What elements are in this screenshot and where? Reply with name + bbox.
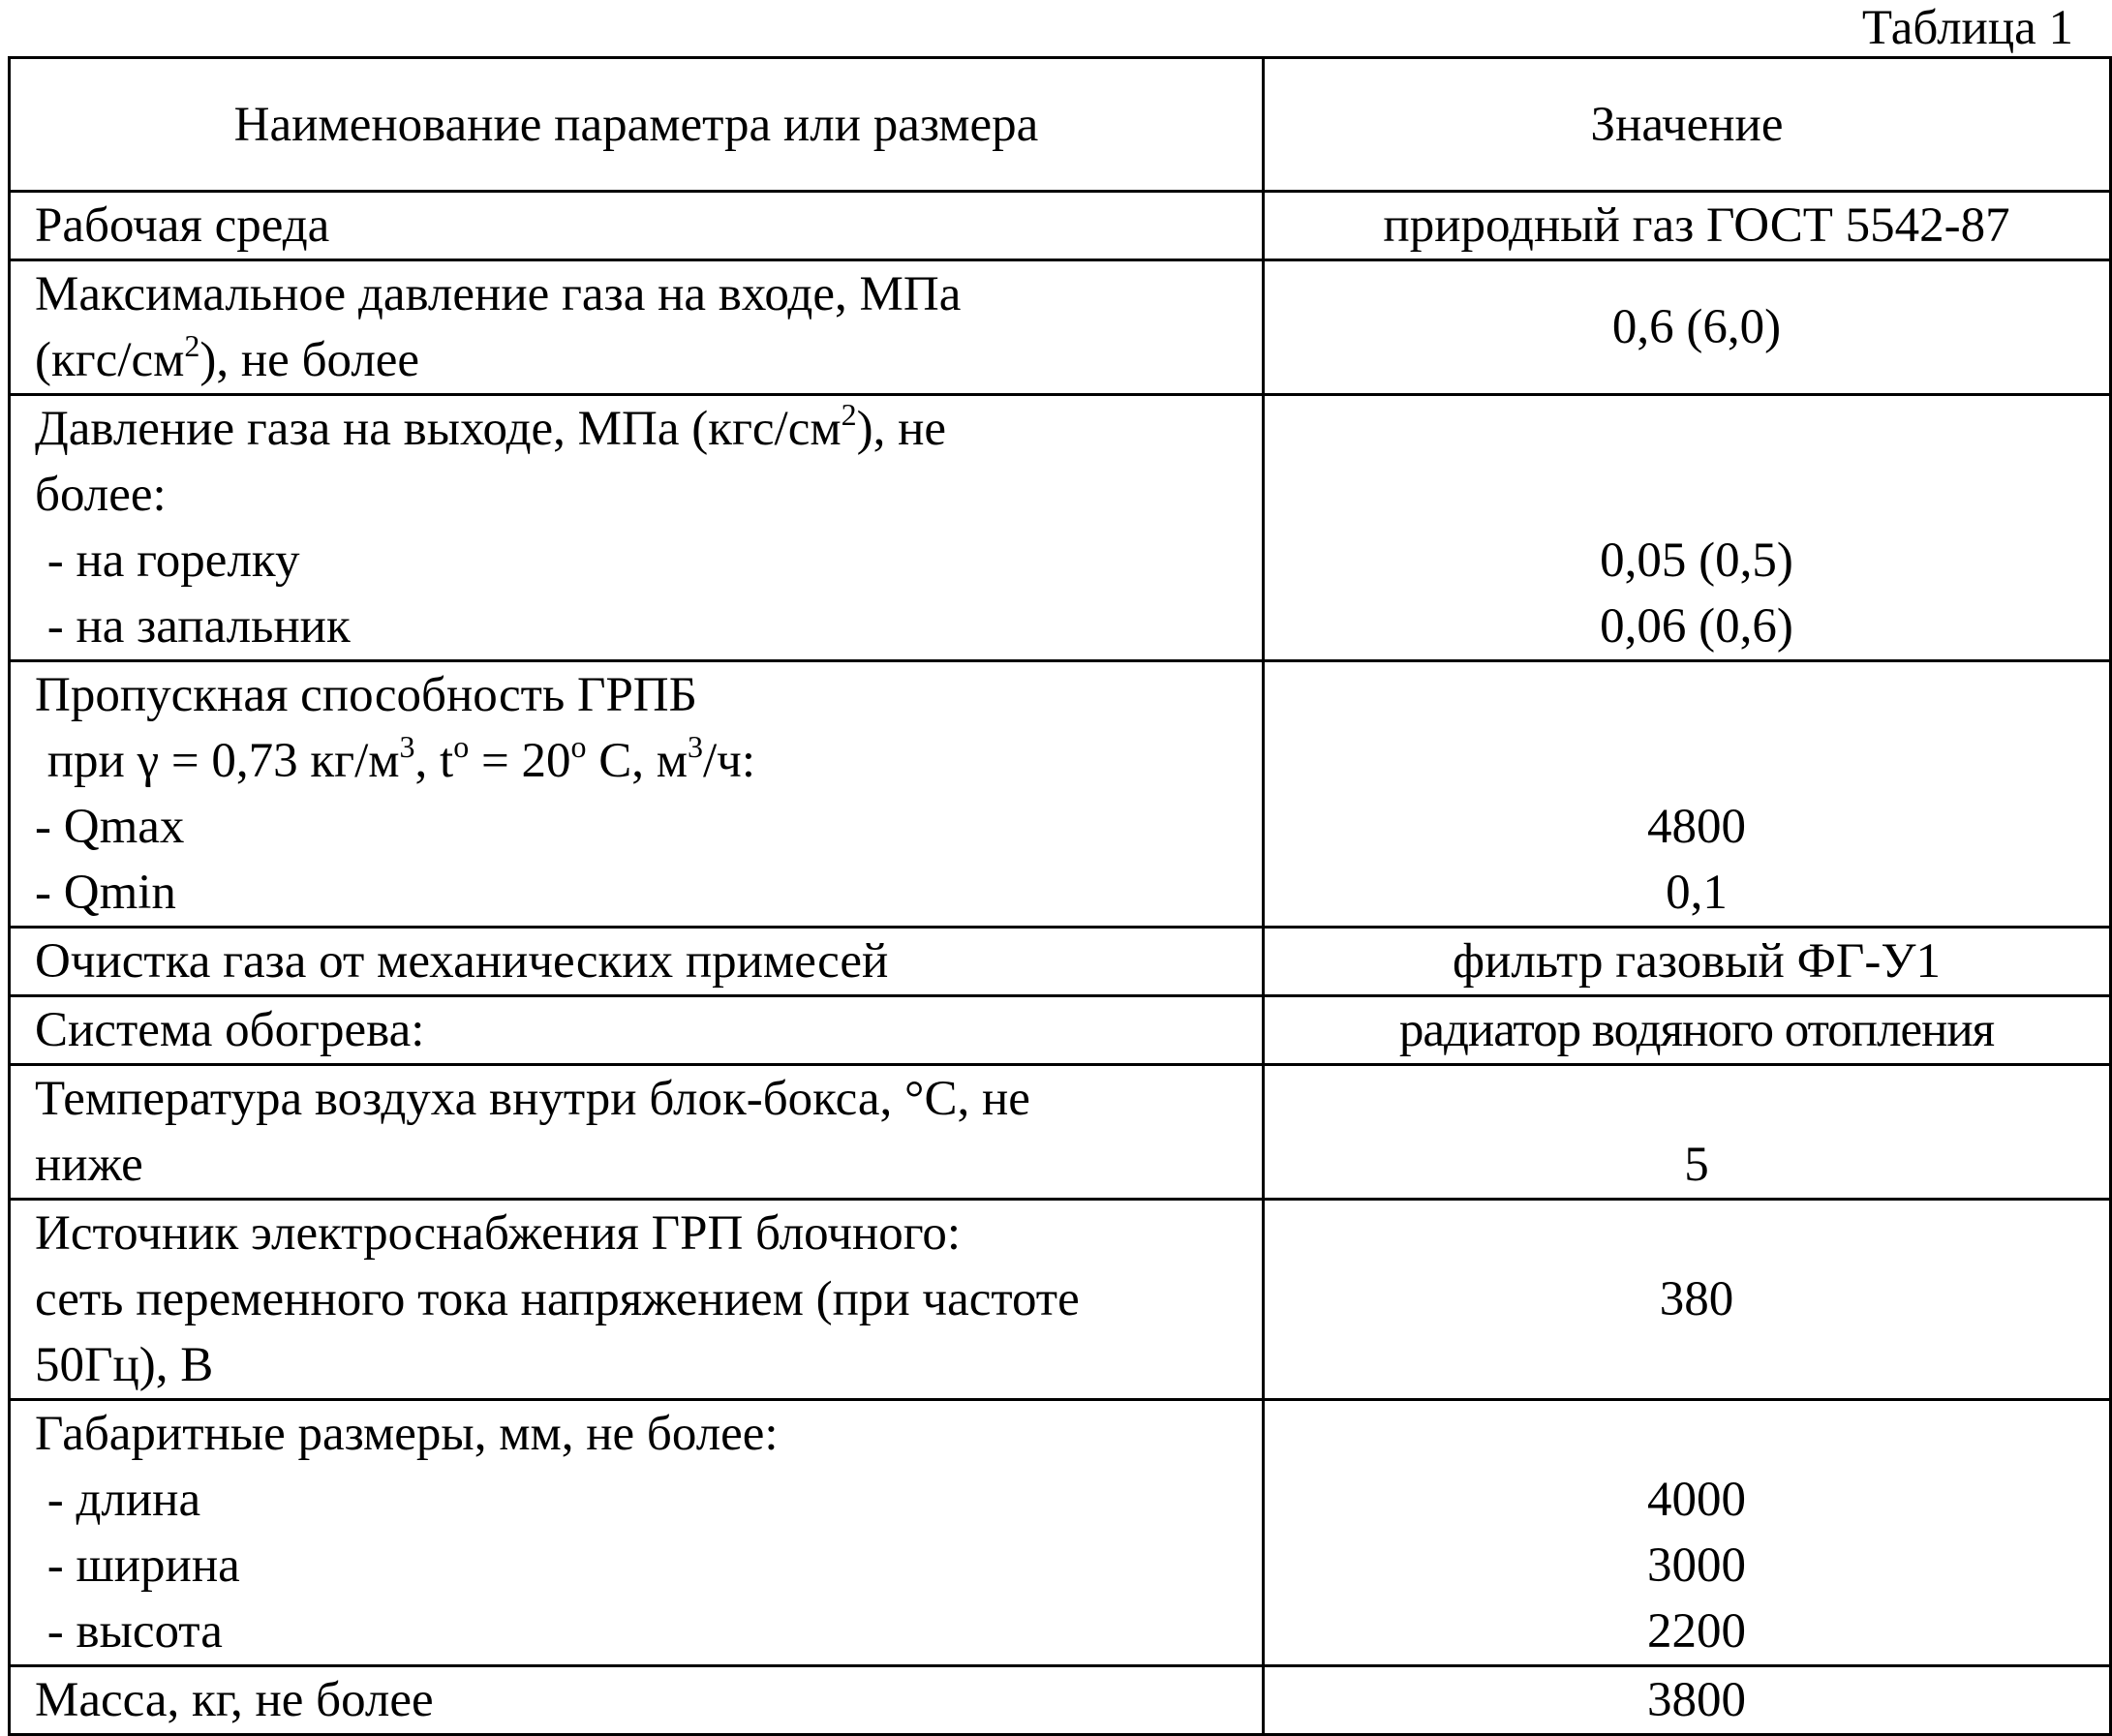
table-row bbox=[10, 1200, 2111, 1400]
value-cell bbox=[1264, 1065, 2111, 1200]
sub-value: 4000 bbox=[1647, 1473, 1746, 1527]
param-text: сеть переменного тока напряжением (при частоте bbox=[35, 1272, 1080, 1326]
value-cell bbox=[1264, 996, 2111, 1065]
value-cell bbox=[1264, 661, 2111, 928]
param-fragment: /ч: bbox=[703, 734, 756, 788]
param-text: более: bbox=[35, 468, 167, 522]
param-text: Масса, кг, не более bbox=[35, 1673, 434, 1727]
param-cell bbox=[10, 192, 1264, 260]
sub-value: 0,05 (0,5) bbox=[1600, 533, 1793, 588]
value-cell bbox=[1264, 928, 2111, 996]
param-cell bbox=[10, 1200, 1264, 1400]
param-text: Очистка газа от механических примесей bbox=[35, 934, 889, 989]
table-row bbox=[10, 192, 2111, 260]
param-fragment: ), не bbox=[856, 402, 947, 456]
param-fragment: = 20 bbox=[469, 734, 571, 788]
value-text: фильтр газовый ФГ-У1 bbox=[1453, 934, 1941, 989]
superscript: o bbox=[570, 729, 587, 764]
superscript: 3 bbox=[399, 729, 415, 764]
value-text: 0,6 (6,0) bbox=[1611, 300, 1782, 354]
value-text: радиатор водяного отопления bbox=[1398, 1003, 1995, 1057]
param-fragment: (кгс/см bbox=[35, 333, 185, 387]
table-row bbox=[10, 395, 2111, 661]
param-fragment: ), не более bbox=[199, 333, 420, 387]
param-text bbox=[35, 396, 1254, 462]
param-text: Температура воздуха внутри блок-бокса, °С, не bbox=[35, 1072, 1030, 1126]
table-row bbox=[10, 928, 2111, 996]
param-text: Источник электроснабжения ГРП блочного: bbox=[35, 1206, 962, 1261]
param-text bbox=[35, 327, 1254, 393]
value-cell bbox=[1264, 1400, 2111, 1666]
value-text: 3800 bbox=[1647, 1673, 1746, 1727]
sub-label: - ширина bbox=[35, 1538, 240, 1593]
param-text bbox=[35, 728, 1254, 794]
sub-label: - высота bbox=[35, 1604, 223, 1659]
table-row bbox=[10, 661, 2111, 928]
value-cell bbox=[1264, 260, 2111, 395]
param-text: ниже bbox=[35, 1138, 143, 1192]
sub-label: - Qmax bbox=[35, 800, 185, 854]
sub-label: - Qmin bbox=[35, 866, 176, 920]
param-fragment: при γ = 0,73 кг/м bbox=[35, 734, 400, 788]
param-fragment: С, м bbox=[586, 734, 689, 788]
param-fragment: , t bbox=[414, 734, 454, 788]
header-value: Значение bbox=[1264, 58, 2111, 192]
superscript: 2 bbox=[184, 328, 200, 363]
superscript: 2 bbox=[841, 397, 857, 432]
param-cell bbox=[10, 395, 1264, 661]
sub-value: 0,1 bbox=[1666, 866, 1728, 920]
sub-label: - на запальник bbox=[35, 599, 351, 654]
param-fragment: Давление газа на выходе, МПа (кгс/см bbox=[35, 402, 842, 456]
sub-label: - длина bbox=[35, 1473, 201, 1527]
sub-value: 0,06 (0,6) bbox=[1600, 599, 1793, 654]
param-cell bbox=[10, 1065, 1264, 1200]
param-text: 50Гц), В bbox=[35, 1338, 214, 1392]
sub-value: 4800 bbox=[1647, 800, 1746, 854]
param-cell bbox=[10, 1400, 1264, 1666]
table-row bbox=[10, 1400, 2111, 1666]
sub-label: - на горелку bbox=[35, 533, 300, 588]
table-row bbox=[10, 1065, 2111, 1200]
param-cell bbox=[10, 661, 1264, 928]
superscript: 3 bbox=[688, 729, 704, 764]
value-cell bbox=[1264, 192, 2111, 260]
sub-value: 3000 bbox=[1647, 1538, 1746, 1593]
param-text: Габаритные размеры, мм, не более: bbox=[35, 1407, 779, 1461]
param-text: Рабочая среда bbox=[35, 198, 330, 253]
value-text: 380 bbox=[1659, 1272, 1734, 1326]
param-cell bbox=[10, 996, 1264, 1065]
spec-table bbox=[8, 56, 2112, 1736]
param-cell bbox=[10, 260, 1264, 395]
table-row bbox=[10, 260, 2111, 395]
param-text: Система обогрева: bbox=[35, 1003, 425, 1057]
sub-value: 2200 bbox=[1647, 1604, 1746, 1659]
header-param: Наименование параметра или размера bbox=[10, 58, 1264, 192]
table-caption: Таблица 1 bbox=[1861, 1, 2073, 55]
value-text: 5 bbox=[1684, 1138, 1709, 1192]
table-row bbox=[10, 996, 2111, 1065]
param-text: Пропускная способность ГРПБ bbox=[35, 668, 697, 722]
superscript: o bbox=[453, 729, 470, 764]
param-cell bbox=[10, 928, 1264, 996]
spec-table-container bbox=[8, 56, 2109, 1736]
value-cell bbox=[1264, 395, 2111, 661]
value-text: природный газ ГОСТ 5542-87 bbox=[1383, 198, 2010, 253]
value-cell bbox=[1264, 1200, 2111, 1400]
param-text: Максимальное давление газа на входе, МПа bbox=[35, 267, 962, 321]
header-row bbox=[10, 58, 2111, 192]
